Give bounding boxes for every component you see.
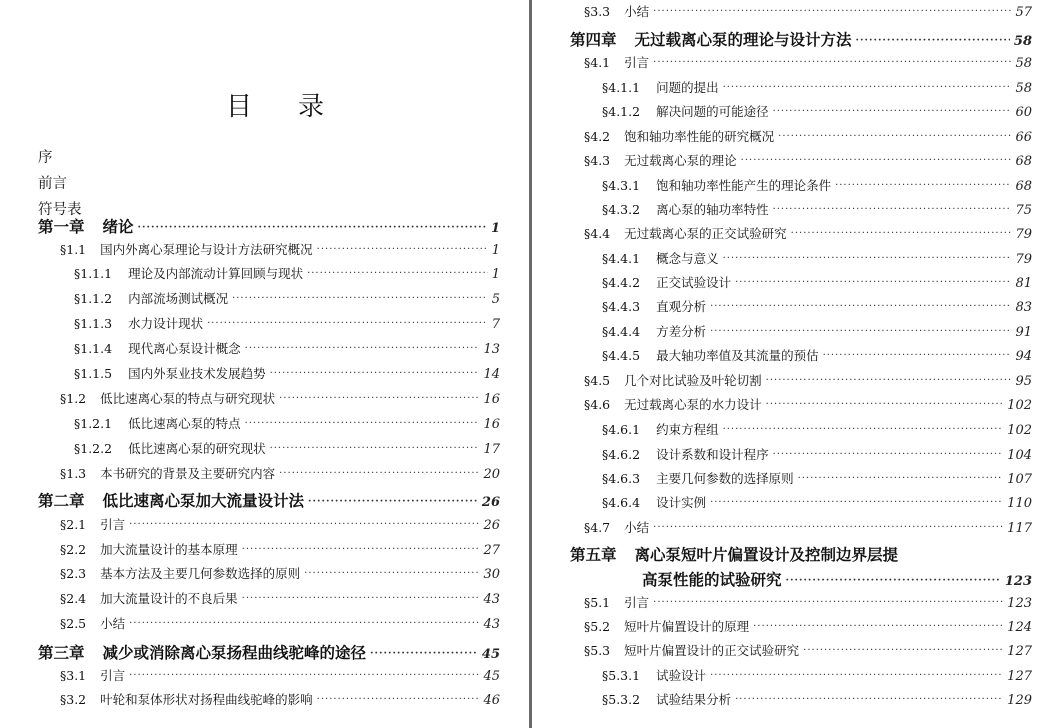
entry-page-number: 57 <box>1015 5 1032 20</box>
entry-number: §2.2 <box>60 542 87 557</box>
entry-number: §4.6 <box>584 397 611 412</box>
toc-entry-subsection[interactable] <box>74 364 500 382</box>
entry-page-number: 45 <box>483 669 500 684</box>
dot-leader <box>710 497 1003 508</box>
front-matter-label: 序 <box>38 150 53 166</box>
dot-leader <box>653 6 1011 17</box>
entry-number: §1.2.2 <box>74 441 113 456</box>
dot-leader <box>653 522 1003 533</box>
entry-title: 国内外泵业技术发展趋势 <box>128 366 266 381</box>
entry-title: 小结 <box>624 520 650 535</box>
entry-title: 设计实例 <box>656 495 707 510</box>
dot-leader <box>786 575 1001 586</box>
front-matter-item[interactable] <box>38 146 53 167</box>
toc-entry-subsection[interactable] <box>602 445 1032 463</box>
dot-leader <box>723 253 1012 264</box>
entry-title: 绪论 <box>102 217 134 236</box>
entry-page-number: 127 <box>1007 644 1032 659</box>
entry-page-number: 107 <box>1007 472 1032 487</box>
toc-entry-section[interactable] <box>584 617 1032 635</box>
entry-page-number: 104 <box>1007 448 1032 463</box>
entry-page-number: 94 <box>1015 349 1032 364</box>
dot-leader <box>138 222 487 233</box>
entry-title: 低比速离心泵的研究现状 <box>128 441 266 456</box>
entry-page-number: 95 <box>1015 374 1032 389</box>
entry-page-number: 68 <box>1015 179 1032 194</box>
entry-title: 短叶片偏置设计的正交试验研究 <box>624 643 800 658</box>
entry-number: §4.4.1 <box>602 251 641 266</box>
entry-title: 引言 <box>100 517 126 532</box>
toc-entry-section[interactable] <box>60 564 500 582</box>
toc-entry-section[interactable] <box>584 151 1032 169</box>
entry-number: §4.4.3 <box>602 299 641 314</box>
toc-entry-subsection[interactable] <box>74 414 500 432</box>
toc-entry-section[interactable] <box>584 53 1032 71</box>
entry-title: 引言 <box>624 595 650 610</box>
entry-page-number: 124 <box>1007 620 1032 635</box>
dot-leader <box>317 694 480 705</box>
toc-entry-section[interactable] <box>60 389 500 407</box>
entry-title: 最大轴功率值及其流量的预估 <box>656 348 819 363</box>
entry-number: §1.1.4 <box>74 341 113 356</box>
entry-page-number: 123 <box>1007 596 1032 611</box>
entry-title: 解决问题的可能途径 <box>656 104 769 119</box>
entry-page-number: 129 <box>1007 693 1032 708</box>
entry-page-number: 46 <box>483 693 500 708</box>
toc-entry-section[interactable] <box>584 224 1032 242</box>
entry-number: §4.3.1 <box>602 178 641 193</box>
dot-leader <box>798 473 1004 484</box>
dot-leader <box>856 35 1010 46</box>
dot-leader <box>773 449 1004 460</box>
toc-entry-subsection[interactable] <box>74 264 500 282</box>
entry-page-number: 16 <box>483 417 500 432</box>
entry-page-number: 102 <box>1007 398 1032 413</box>
entry-title: 试验结果分析 <box>656 692 732 707</box>
toc-entry-chapter-head[interactable] <box>570 543 1032 565</box>
entry-number: §4.7 <box>584 520 611 535</box>
entry-title: 主要几何参数的选择原则 <box>656 471 794 486</box>
entry-number: §1.1 <box>60 242 87 257</box>
toc-entry-subsection[interactable] <box>602 273 1032 291</box>
entry-page-number: 83 <box>1015 300 1032 315</box>
dot-leader <box>270 368 480 379</box>
dot-leader <box>735 694 1003 705</box>
entry-number: §1.2 <box>60 391 87 406</box>
dot-leader <box>279 468 479 479</box>
entry-title: 低比速离心泵的特点 <box>128 416 241 431</box>
dot-leader <box>232 293 488 304</box>
toc-entry-subsection[interactable] <box>602 346 1032 364</box>
entry-page-number: 68 <box>1015 154 1032 169</box>
entry-title: 无过载离心泵的理论与设计方法 <box>634 30 852 49</box>
entry-page-number: 60 <box>1015 105 1032 120</box>
toc-entry-chapter[interactable] <box>38 215 500 237</box>
entry-title: 无过载离心泵的正交试验研究 <box>624 226 787 241</box>
entry-number: §4.4.5 <box>602 348 641 363</box>
entry-page-number: 45 <box>481 647 500 662</box>
entry-page-number: 17 <box>483 442 500 457</box>
entry-page-number: 58 <box>1015 56 1032 71</box>
entry-page-number: 30 <box>483 567 500 582</box>
dot-leader <box>279 393 479 404</box>
dot-leader <box>741 155 1012 166</box>
toc-entry-subsection[interactable] <box>602 297 1032 315</box>
entry-title: 本书研究的背景及主要研究内容 <box>100 466 276 481</box>
toc-entry-chapter-cont[interactable] <box>642 568 1032 590</box>
toc-entry-subsection[interactable] <box>74 439 500 457</box>
entry-page-number: 58 <box>1013 34 1032 49</box>
entry-page-number: 123 <box>1004 574 1032 589</box>
dot-leader <box>710 301 1011 312</box>
dot-leader <box>308 496 478 507</box>
entry-page-number: 26 <box>483 518 500 533</box>
entry-number: §2.3 <box>60 566 87 581</box>
entry-number: §4.4 <box>584 226 611 241</box>
entry-page-number: 81 <box>1015 276 1032 291</box>
dot-leader <box>766 399 1004 410</box>
dot-leader <box>753 621 1003 632</box>
entry-number: §3.1 <box>60 668 87 683</box>
entry-title: 离心泵短叶片偏置设计及控制边界层提 <box>634 545 899 564</box>
toc-entry-section[interactable] <box>60 515 500 533</box>
dot-leader <box>129 519 479 530</box>
entry-page-number: 16 <box>483 392 500 407</box>
entry-number: §3.2 <box>60 692 87 707</box>
entry-title: 方差分析 <box>656 324 707 339</box>
toc-entry-section[interactable] <box>584 127 1032 145</box>
entry-number: §5.1 <box>584 595 611 610</box>
right-page <box>532 0 1059 728</box>
entry-title: 减少或消除离心泵扬程曲线驼峰的途径 <box>102 643 367 662</box>
entry-number: §4.4.4 <box>602 324 641 339</box>
toc-entry-subsection[interactable] <box>602 493 1032 511</box>
entry-title: 正交试验设计 <box>656 275 732 290</box>
toc-entry-subsection[interactable] <box>602 78 1032 96</box>
dot-leader <box>129 670 479 681</box>
toc-entry-subsection[interactable] <box>602 690 1032 708</box>
dot-leader <box>129 618 479 629</box>
entry-page-number: 79 <box>1015 252 1032 267</box>
entry-page-number: 117 <box>1007 521 1032 536</box>
entry-number: §1.1.3 <box>74 316 113 331</box>
dot-leader <box>710 670 1003 681</box>
entry-number: §1.3 <box>60 466 87 481</box>
dot-leader <box>242 593 480 604</box>
dot-leader <box>245 418 480 429</box>
dot-leader <box>242 544 480 555</box>
entry-page-number: 79 <box>1015 227 1032 242</box>
toc-title: 目录 <box>226 92 371 122</box>
toc-entry-chapter[interactable] <box>38 489 500 511</box>
toc-entry-section[interactable] <box>584 518 1032 536</box>
entry-page-number: 127 <box>1007 669 1032 684</box>
entry-number: §4.1 <box>584 55 611 70</box>
dot-leader <box>207 318 488 329</box>
entry-title: 概念与意义 <box>656 251 719 266</box>
entry-page-number: 5 <box>491 292 500 307</box>
entry-number: §4.1.1 <box>602 80 641 95</box>
toc-entry-subsection[interactable] <box>602 176 1032 194</box>
entry-page-number: 26 <box>481 495 500 510</box>
entry-number: §2.5 <box>60 616 87 631</box>
entry-page-number: 43 <box>483 592 500 607</box>
toc-entry-section[interactable] <box>60 589 500 607</box>
dot-leader <box>778 131 1011 142</box>
toc-entry-subsection[interactable] <box>602 469 1032 487</box>
entry-title: 加大流量设计的不良后果 <box>100 591 238 606</box>
entry-title: 现代离心泵设计概念 <box>128 341 241 356</box>
toc-entry-subsection[interactable] <box>602 420 1032 438</box>
toc-entry-subsection[interactable] <box>74 339 500 357</box>
toc-entry-section[interactable] <box>60 240 500 258</box>
entry-page-number: 110 <box>1007 496 1032 511</box>
toc-entry-section[interactable] <box>60 666 500 684</box>
entry-title: 国内外离心泵理论与设计方法研究概况 <box>100 242 313 257</box>
entry-number: 第四章 <box>570 30 617 49</box>
dot-leader <box>735 277 1011 288</box>
toc-entry-section[interactable] <box>584 593 1032 611</box>
entry-number: 第二章 <box>38 491 85 510</box>
entry-title: 小结 <box>100 616 126 631</box>
entry-page-number: 58 <box>1015 81 1032 96</box>
dot-leader <box>653 597 1003 608</box>
dot-leader <box>723 82 1012 93</box>
entry-number: §1.2.1 <box>74 416 113 431</box>
toc-entry-section[interactable] <box>584 395 1032 413</box>
dot-leader <box>803 645 1003 656</box>
entry-title: 设计系数和设计程序 <box>656 447 769 462</box>
entry-page-number: 1 <box>491 243 500 258</box>
entry-page-number: 27 <box>483 543 500 558</box>
entry-title: 问题的提出 <box>656 80 719 95</box>
entry-title: 试验设计 <box>656 668 707 683</box>
toc-entry-section[interactable] <box>60 464 500 482</box>
dot-leader <box>304 568 479 579</box>
entry-page-number: 1 <box>491 267 500 282</box>
dot-leader <box>370 648 478 659</box>
toc-entry-section[interactable] <box>584 371 1032 389</box>
entry-title: 几个对比试验及叶轮切割 <box>624 373 762 388</box>
entry-number: §1.1.5 <box>74 366 113 381</box>
entry-title: 低比速离心泵加大流量设计法 <box>102 491 305 510</box>
entry-title: 短叶片偏置设计的原理 <box>624 619 750 634</box>
entry-title: 引言 <box>624 55 650 70</box>
dot-leader <box>317 244 488 255</box>
entry-title: 小结 <box>624 4 650 19</box>
toc-entry-subsection[interactable] <box>602 102 1032 120</box>
entry-number: §4.6.1 <box>602 422 641 437</box>
toc-entry-chapter[interactable] <box>38 641 500 663</box>
dot-leader <box>245 343 480 354</box>
entry-title: 无过载离心泵的水力设计 <box>624 397 762 412</box>
entry-title: 引言 <box>100 668 126 683</box>
entry-page-number: 102 <box>1007 423 1032 438</box>
entry-number: §5.3 <box>584 643 611 658</box>
entry-number: §5.3.1 <box>602 668 641 683</box>
entry-page-number: 75 <box>1015 203 1032 218</box>
entry-number: 第三章 <box>38 643 85 662</box>
dot-leader <box>307 268 488 279</box>
entry-number: 第一章 <box>38 217 85 236</box>
entry-title: 加大流量设计的基本原理 <box>100 542 238 557</box>
front-matter-label: 符号表 <box>38 202 82 218</box>
entry-number: §4.6.2 <box>602 447 641 462</box>
entry-title: 水力设计现状 <box>128 316 204 331</box>
dot-leader <box>823 350 1012 361</box>
entry-title: 低比速离心泵的特点与研究现状 <box>100 391 276 406</box>
dot-leader <box>710 326 1011 337</box>
entry-page-number: 43 <box>483 617 500 632</box>
toc-entry-subsection[interactable] <box>74 314 500 332</box>
entry-number: §2.4 <box>60 591 87 606</box>
dot-leader <box>773 106 1012 117</box>
entry-number: §1.1.2 <box>74 291 113 306</box>
toc-entry-section[interactable] <box>60 690 500 708</box>
toc-entry-subsection[interactable] <box>602 200 1032 218</box>
dot-leader <box>835 180 1011 191</box>
entry-title: 基本方法及主要几何参数选择的原则 <box>100 566 301 581</box>
entry-page-number: 13 <box>483 342 500 357</box>
dot-leader <box>791 228 1012 239</box>
entry-page-number: 20 <box>483 467 500 482</box>
front-matter-label: 前言 <box>38 176 67 192</box>
entry-title: 无过载离心泵的理论 <box>624 153 737 168</box>
toc-entry-subsection[interactable] <box>602 666 1032 684</box>
toc-entry-subsection[interactable] <box>602 322 1032 340</box>
dot-leader <box>270 443 480 454</box>
entry-number: §1.1.1 <box>74 266 113 281</box>
entry-page-number: 14 <box>483 367 500 382</box>
entry-number: §4.3 <box>584 153 611 168</box>
toc-entry-section[interactable] <box>60 540 500 558</box>
entry-title: 约束方程组 <box>656 422 719 437</box>
toc-entry-section[interactable] <box>584 641 1032 659</box>
front-matter-item[interactable] <box>38 172 67 193</box>
entry-title: 内部流场测试概况 <box>128 291 229 306</box>
entry-page-number: 1 <box>490 221 500 236</box>
entry-number: §4.5 <box>584 373 611 388</box>
entry-title: 高泵性能的试验研究 <box>642 570 782 589</box>
entry-number: §4.6.3 <box>602 471 641 486</box>
entry-number: §4.4.2 <box>602 275 641 290</box>
entry-page-number: 66 <box>1015 130 1032 145</box>
entry-number: §5.3.2 <box>602 692 641 707</box>
entry-number: §3.3 <box>584 4 611 19</box>
entry-page-number: 7 <box>491 317 500 332</box>
dot-leader <box>766 375 1012 386</box>
entry-number: §4.2 <box>584 129 611 144</box>
toc-entry-subsection[interactable] <box>74 289 500 307</box>
toc-entry-subsection[interactable] <box>602 249 1032 267</box>
entry-title: 饱和轴功率性能的研究概况 <box>624 129 775 144</box>
toc-entry-chapter[interactable] <box>570 28 1032 50</box>
entry-title: 叶轮和泵体形状对扬程曲线驼峰的影响 <box>100 692 313 707</box>
dot-leader <box>773 204 1012 215</box>
entry-number: §4.6.4 <box>602 495 641 510</box>
toc-entry-section[interactable] <box>60 614 500 632</box>
entry-title: 饱和轴功率性能产生的理论条件 <box>656 178 832 193</box>
entry-page-number: 91 <box>1015 325 1032 340</box>
entry-number: 第五章 <box>570 545 617 564</box>
entry-title: 离心泵的轴功率特性 <box>656 202 769 217</box>
dot-leader <box>723 424 1004 435</box>
entry-number: §5.2 <box>584 619 611 634</box>
entry-number: §4.1.2 <box>602 104 641 119</box>
entry-title: 理论及内部流动计算回顾与现状 <box>128 266 304 281</box>
toc-entry-section[interactable] <box>584 2 1032 20</box>
entry-number: §4.3.2 <box>602 202 641 217</box>
entry-title: 直观分析 <box>656 299 707 314</box>
dot-leader <box>653 57 1011 68</box>
entry-number: §2.1 <box>60 517 87 532</box>
